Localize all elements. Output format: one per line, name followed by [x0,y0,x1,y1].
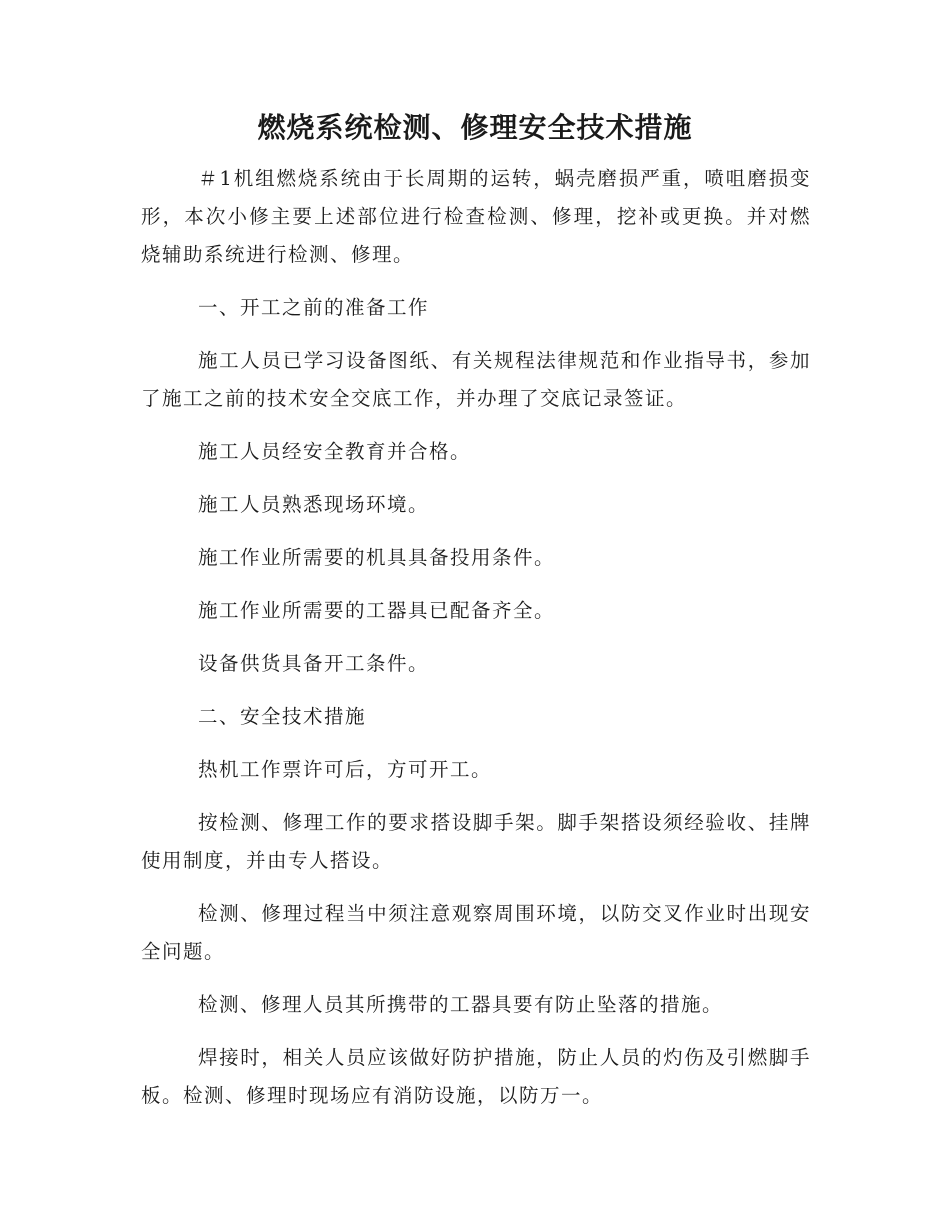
document-title: 燃烧系统检测、修理安全技术措施 [257,111,693,144]
paragraph: 按检测、修理工作的要求搭设脚手架。脚手架搭设须经验收、挂牌使用制度，并由专人搭设。 [141,811,811,872]
section-heading-preparation: 一、开工之前的准备工作 [198,296,430,319]
section-heading-safety: 二、安全技术措施 [198,705,367,728]
paragraph: 施工人员经安全教育并合格。 [198,440,472,463]
paragraph: 检测、修理过程当中须注意观察周围环境，以防交叉作业时出现安全问题。 [141,902,811,963]
paragraph: 设备供货具备开工条件。 [198,652,430,675]
paragraph: 施工人员已学习设备图纸、有关规程法律规范和作业指导书，参加了施工之前的技术安全交底工作，并办理了交底记录签证。 [141,349,811,410]
intro-paragraph: ＃1机组燃烧系统由于长周期的运转，蜗壳磨损严重，喷咀磨损变形，本次小修主要上述部位进行检查检测、修理，挖补或更换。并对燃烧辅助系统进行检测、修理。 [141,167,811,266]
document-body [141,160,811,1115]
paragraph: 施工作业所需要的工器具已配备齐全。 [198,599,556,622]
paragraph: 施工作业所需要的机具具备投用条件。 [198,546,556,569]
paragraph: 施工人员熟悉现场环境。 [198,493,430,516]
paragraph: 热机工作票许可后，方可开工。 [198,758,493,781]
paragraph: 检测、修理人员其所携带的工器具要有防止坠落的措施。 [198,993,724,1016]
paragraph: 焊接时，相关人员应该做好防护措施，防止人员的灼伤及引燃脚手板。检测、修理时现场应有消防设施，以防万一。 [141,1046,811,1107]
